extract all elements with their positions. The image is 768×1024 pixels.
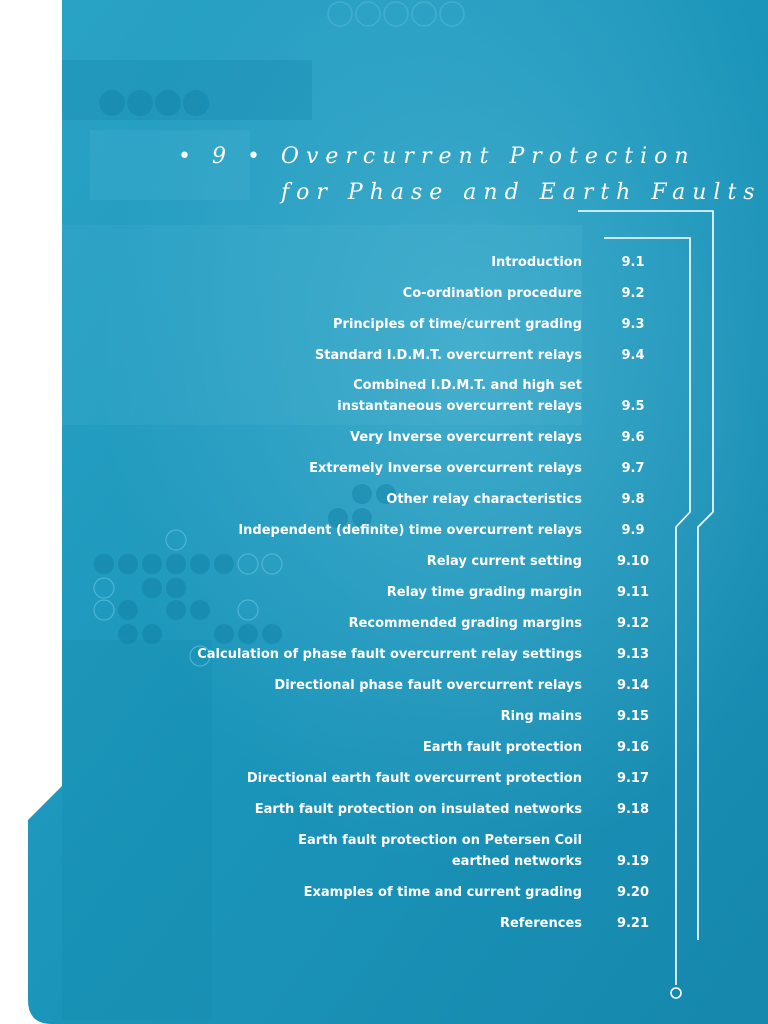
contents-item-9-1[interactable] (200, 252, 660, 273)
contents-item-label: Directional phase fault overcurrent relays (274, 678, 582, 693)
contents-item-9-20[interactable] (200, 882, 660, 903)
contents-item-label: Combined I.D.M.T. and high set instantaneous overcurrent relays (337, 378, 582, 414)
contents-item-number: 9.12 (616, 616, 650, 631)
contents-item-9-13[interactable] (197, 644, 660, 665)
contents-item-9-21[interactable] (200, 913, 660, 934)
contents-item-9-9[interactable] (200, 520, 660, 541)
contents-item-label: Examples of time and current grading (303, 885, 582, 900)
contents-item-label: Relay current setting (426, 554, 582, 569)
contents-item-label: Relay time grading margin (386, 585, 582, 600)
contents-item-9-18[interactable] (200, 799, 660, 820)
contents-item-number: 9.16 (616, 740, 650, 755)
chapter-title-line2: for Phase and Earth Faults (281, 180, 762, 205)
contents-item-label: Earth fault protection on insulated networks (254, 802, 582, 817)
contents-item-number: 9.2 (621, 286, 645, 301)
contents-item-9-17[interactable] (200, 768, 660, 789)
contents-item-number: 9.11 (616, 585, 650, 600)
contents-item-label: Introduction (491, 255, 582, 270)
contents-item-number: 9.14 (616, 678, 650, 693)
contents-item-9-11[interactable] (200, 582, 660, 603)
contents-list (197, 0, 660, 1024)
contents-item-label: Co-ordination procedure (402, 286, 582, 301)
bracket-end-circle (671, 988, 681, 998)
contents-item-label: Directional earth fault overcurrent protection (246, 771, 582, 786)
contents-item-9-15[interactable] (200, 706, 660, 727)
contents-item-9-16[interactable] (200, 737, 660, 758)
contents-item-number: 9.15 (616, 709, 650, 724)
contents-item-label: Independent (definite) time overcurrent relays (238, 523, 582, 538)
contents-item-number: 9.18 (616, 802, 650, 817)
contents-item-label: Other relay characteristics (386, 492, 582, 507)
contents-item-label: Principles of time/current grading (333, 317, 582, 332)
contents-item-label: Standard I.D.M.T. overcurrent relays (314, 348, 582, 363)
contents-item-9-2[interactable] (200, 283, 660, 304)
contents-item-number: 9.20 (616, 885, 650, 900)
contents-item-number: 9.21 (616, 916, 650, 931)
contents-item-label: Extremely Inverse overcurrent relays (309, 461, 582, 476)
contents-item-number: 9.6 (621, 430, 645, 445)
contents-item-label: Calculation of phase fault overcurrent relay settings (197, 647, 582, 662)
contents-item-label: Ring mains (500, 709, 582, 724)
contents-item-9-14[interactable] (200, 675, 660, 696)
contents-item-9-6[interactable] (200, 427, 660, 448)
contents-item-label: References (499, 916, 582, 931)
contents-item-label: Earth fault protection (422, 740, 582, 755)
contents-item-9-12[interactable] (200, 613, 660, 634)
contents-item-number: 9.19 (616, 854, 650, 869)
contents-item-number: 9.9 (621, 523, 645, 538)
contents-item-number: 9.4 (621, 348, 645, 363)
contents-item-number: 9.1 (621, 255, 645, 270)
contents-item-9-4[interactable] (200, 345, 660, 366)
contents-item-label: Earth fault protection on Petersen Coil earthed networks (298, 833, 582, 869)
contents-item-number: 9.5 (621, 399, 645, 414)
contents-item-label: Very Inverse overcurrent relays (350, 430, 582, 445)
contents-item-9-3[interactable] (200, 314, 660, 335)
contents-item-9-10[interactable] (200, 551, 660, 572)
contents-item-9-5[interactable] (200, 375, 660, 417)
contents-item-number: 9.17 (616, 771, 650, 786)
contents-item-number: 9.3 (621, 317, 645, 332)
contents-item-9-19[interactable] (200, 830, 660, 872)
contents-item-number: 9.8 (621, 492, 645, 507)
contents-item-9-8[interactable] (200, 489, 660, 510)
contents-item-label: Recommended grading margins (348, 616, 582, 631)
chapter-title-line1: • 9 • Overcurrent Protection (178, 144, 696, 169)
contents-item-number: 9.10 (616, 554, 650, 569)
contents-item-9-7[interactable] (200, 458, 660, 479)
contents-item-number: 9.13 (616, 647, 650, 662)
contents-item-number: 9.7 (621, 461, 645, 476)
